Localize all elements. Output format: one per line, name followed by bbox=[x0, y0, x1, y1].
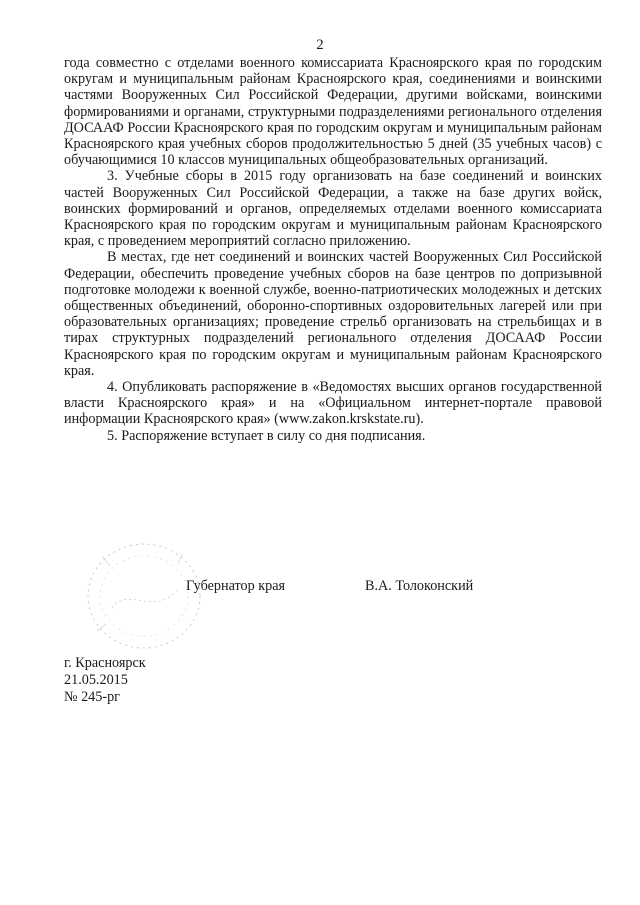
place: г. Красноярск bbox=[64, 655, 146, 671]
signatory-name: В.А. Толоконский bbox=[365, 578, 474, 594]
page-number: 2 bbox=[316, 37, 324, 53]
signatory-title: Губернатор края bbox=[186, 578, 286, 594]
paragraph-3-continued: В местах, где нет соединений и воинских частей Вооруженных Сил Российской Федерации, обеспечить проведение учебных сборов на базе центров по допризывной подготовке молодежи к военной службе, военно-патриотических молодежных и детских общественных объединений, оборонно-спортивных оздоровительных лагерей или при образовательных организациях; проведение стрельб организовать на стрельбищах и в тирах структурных подразделений регионального отделения ДОСААФ России Красноярского края по городским округам и муниципальным районам Красноярского края. bbox=[64, 249, 602, 379]
paragraph-continuation: года совместно с отделами военного комиссариата Красноярского края по городским округам и муниципальным районам Красноярского края, соединениями и воинскими частями Вооруженных Сил Российской Федерации, другими войсками, воинскими формированиями и органами, структурными подразделениями регионального отделения ДОСААФ России Красноярского края по городским округам и муниципальным районам Красноярского края учебных сборов продолжительностью 5 дней (35 учебных часов) с обучающимися 10 классов муниципальных общеобразовательных организаций. bbox=[64, 55, 602, 169]
paragraph-5: 5. Распоряжение вступает в силу со дня подписания. bbox=[107, 427, 426, 444]
signature-block bbox=[64, 578, 604, 598]
document-number: № 245-рг bbox=[64, 689, 121, 705]
date: 21.05.2015 bbox=[64, 672, 128, 688]
place-date-block bbox=[64, 655, 146, 706]
document-body bbox=[64, 55, 602, 444]
paragraph-4: 4. Опубликовать распоряжение в «Ведомостях высших органов государственной власти Красноярского края» и на «Официальном интернет-портале правовой информации Красноярского края» (www.zakon.krskstate.ru). bbox=[64, 379, 602, 428]
paragraph-3: 3. Учебные сборы в 2015 году организовать на базе соединений и воинских частей Вооруженных Сил Российской Федерации, а также на базе других войск, воинских формирований и органов, определяемых отделами военного комиссариата Красноярского края по городским округам и муниципальным районам Красноярского края, с проведением мероприятий согласно приложению. bbox=[64, 168, 602, 250]
